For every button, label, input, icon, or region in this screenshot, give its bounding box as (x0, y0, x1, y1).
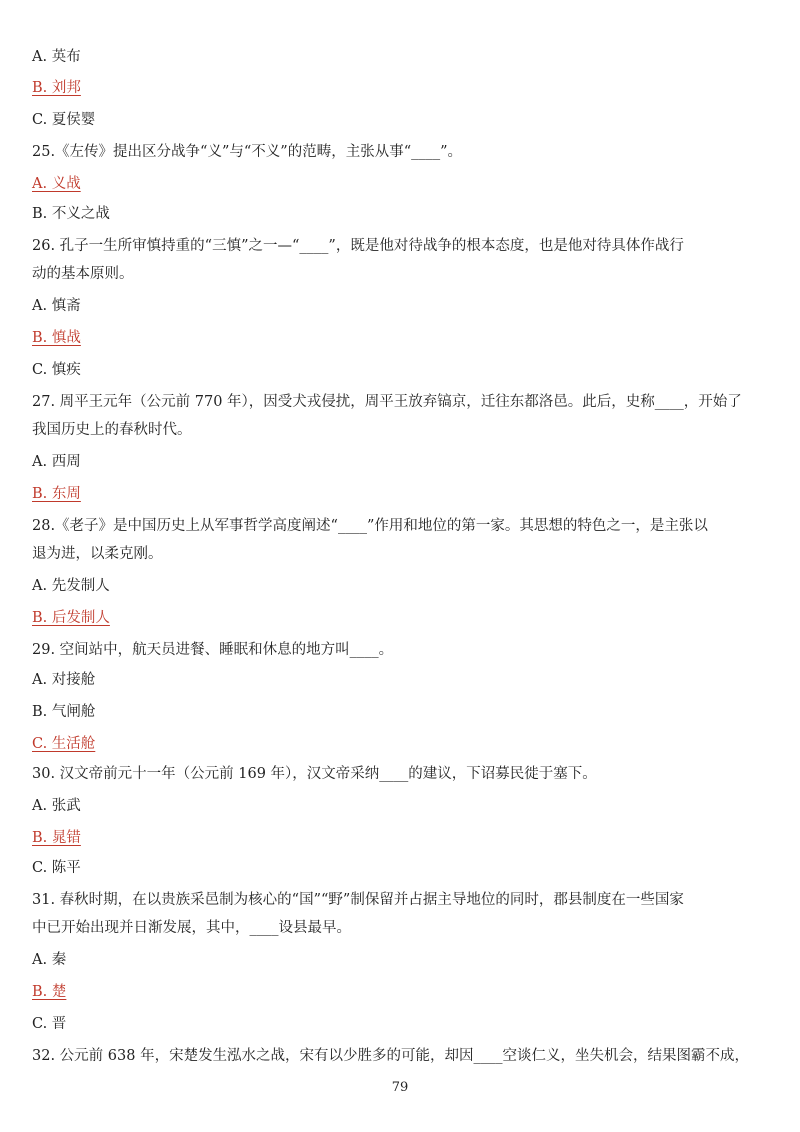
question-text: 32. 公元前 638 年，宋楚发生泓水之战，宋有以少胜多的可能，却因____空谈仁义，坐失机会，结果图霸不成， (32, 1048, 750, 1064)
question-text: 退为进，以柔克刚。 (32, 546, 163, 562)
page-number: 79 (391, 1080, 409, 1095)
answer-option: A. 英布 (32, 49, 81, 65)
answer-option: A. 对接舱 (32, 672, 96, 688)
answer-option: A. 慎斋 (32, 298, 81, 314)
answer-option: B. 气闸舱 (32, 704, 96, 720)
correct-answer-option: B. 东周 (32, 486, 81, 502)
answer-option: C. 夏侯婴 (32, 112, 96, 128)
answer-option: C. 陈平 (32, 860, 81, 876)
question-text: 30. 汉文帝前元十一年（公元前 169 年），汉文帝采纳____的建议，下诏募民徙于塞下。 (32, 766, 597, 782)
question-text: 我国历史上的春秋时代。 (32, 422, 192, 438)
answer-option: A. 西周 (32, 454, 81, 470)
answer-option: C. 晋 (32, 1016, 67, 1032)
answer-option: B. 不义之战 (32, 206, 110, 222)
correct-answer-option: B. 刘邦 (32, 80, 81, 96)
correct-answer-option: C. 生活舱 (32, 736, 96, 752)
answer-option: A. 秦 (32, 952, 67, 968)
correct-answer-option: B. 晁错 (32, 830, 81, 846)
question-text: 25.《左传》提出区分战争“义”与“不义”的范畴，主张从事“____”。 (32, 144, 463, 160)
question-text: 动的基本原则。 (32, 266, 134, 282)
correct-answer-option: B. 后发制人 (32, 610, 110, 626)
question-text: 28.《老子》是中国历史上从军事哲学高度阐述“____”作用和地位的第一家。其思想的特色之一，是主张以 (32, 518, 708, 534)
correct-answer-option: B. 楚 (32, 984, 67, 1000)
answer-option: C. 慎疾 (32, 362, 81, 378)
question-text: 中已开始出现并日渐发展，其中，____设县最早。 (32, 920, 351, 936)
answer-option: A. 先发制人 (32, 578, 110, 594)
answer-option: A. 张武 (32, 798, 81, 814)
question-text: 29. 空间站中，航天员进餐、睡眠和休息的地方叫____。 (32, 642, 394, 658)
question-text: 27. 周平王元年（公元前 770 年），因受犬戎侵扰，周平王放弃镐京，迁往东都洛邑。此后，史称____，开始了 (32, 394, 742, 410)
correct-answer-option: B. 慎战 (32, 330, 81, 346)
correct-answer-option: A. 义战 (32, 176, 81, 192)
question-text: 26. 孔子一生所审慎持重的“三慎”之一—“____”，既是他对待战争的根本态度，也是他对待具体作战行 (32, 238, 684, 254)
question-text: 31. 春秋时期，在以贵族采邑制为核心的“国”“野”制保留并占据主导地位的同时，郡县制度在一些国家 (32, 892, 684, 908)
